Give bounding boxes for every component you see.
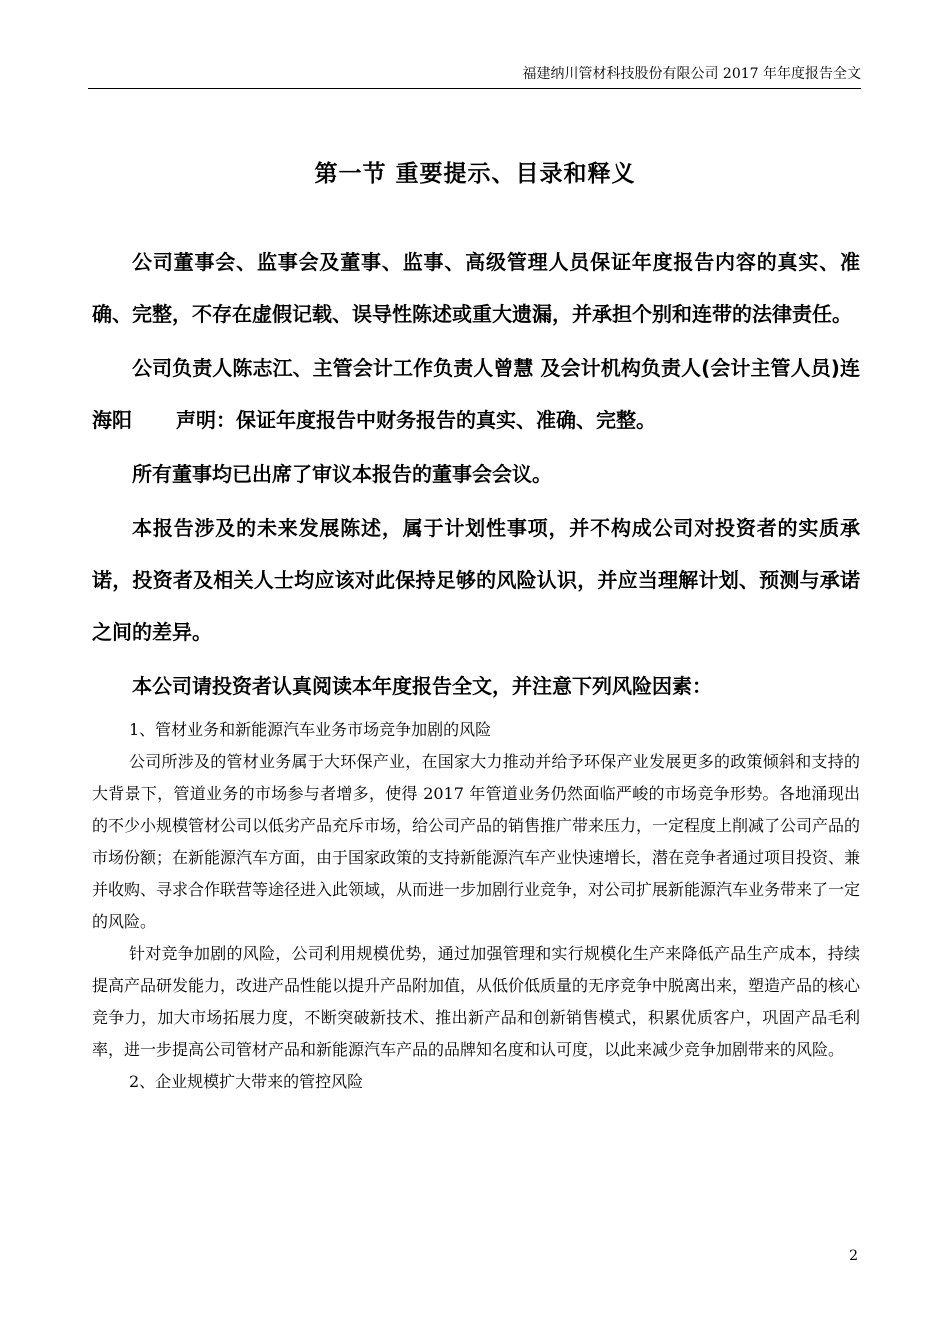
- statement-declaration: 声明：保证年度报告中财务报告的真实、准确、完整。: [176, 408, 656, 432]
- risk-2-title: 2、企业规模扩大带来的管控风险: [129, 1072, 364, 1091]
- paragraph-responsibility: 公司董事会、监事会及董事、监事、高级管理人员保证年度报告内容的真实、准确、完整，不存在虚假记载、误导性陈述或重大遗漏，并承担个别和连带的法律责任。: [92, 250, 860, 326]
- risk-1-title: 1、管材业务和新能源汽车业务市场竞争加剧的风险: [129, 720, 492, 739]
- statement-persons: 公司负责人陈志江、主管会计工作负责人曾慧 及会计机构负责人(会计主管人员)连海阳: [92, 356, 860, 432]
- paragraph-forward-looking: 本报告涉及的未来发展陈述，属于计划性事项，并不构成公司对投资者的实质承诺，投资者及相关人士均应该对此保持足够的风险认识，并应当理解计划、预测与承诺之间的差异。: [92, 516, 860, 644]
- paragraph-statement: [92, 342, 860, 446]
- section-title: 第一节 重要提示、目录和释义: [314, 161, 636, 187]
- document-body: [92, 236, 860, 1098]
- paragraph-attendance: 所有董事均已出席了审议本报告的董事会会议。: [132, 462, 552, 486]
- page-number: 2: [849, 1248, 858, 1264]
- risk-1-description: 公司所涉及的管材业务属于大环保产业，在国家大力推动并给予环保产业发展更多的政策倾斜和支持的大背景下，管道业务的市场参与者增多，使得 2017 年管道业务仍然面临严峻的市场竞争形势。各地涌现出的不少小规模管材公司以低劣产品充斥市场，给公司产品的销售推广带来压力，一定程度上削减了公司产品的市场份额；在新能源汽车方面，由于国家政策的支持新能源汽车产业快速增长，潜在竞争者通过项目投资、兼并收购、寻求合作联营等途径进入此领域，从而进一步加剧行业竞争，对公司扩展新能源汽车业务带来了一定的风险。: [92, 752, 861, 931]
- header-text: 福建纳川管材科技股份有限公司 2017 年年度报告全文: [522, 66, 861, 82]
- paragraph-risk-notice: 本公司请投资者认真阅读本年度报告全文，并注意下列风险因素：: [132, 674, 712, 698]
- page-header: [88, 62, 861, 89]
- risk-1-countermeasure: 针对竞争加剧的风险，公司利用规模优势，通过加强管理和实行规模化生产来降低产品生产成本，持续提高产品研发能力，改进产品性能以提升产品附加值，从低价低质量的无序竞争中脱离出来，塑造产品的核心竞争力，加大市场拓展力度，不断突破新技术、推出新产品和创新销售模式，积累优质客户，巩固产品毛利率，进一步提高公司管材产品和新能源汽车产品的品牌知名度和认可度，以此来减少竞争加剧带来的风险。: [92, 944, 861, 1059]
